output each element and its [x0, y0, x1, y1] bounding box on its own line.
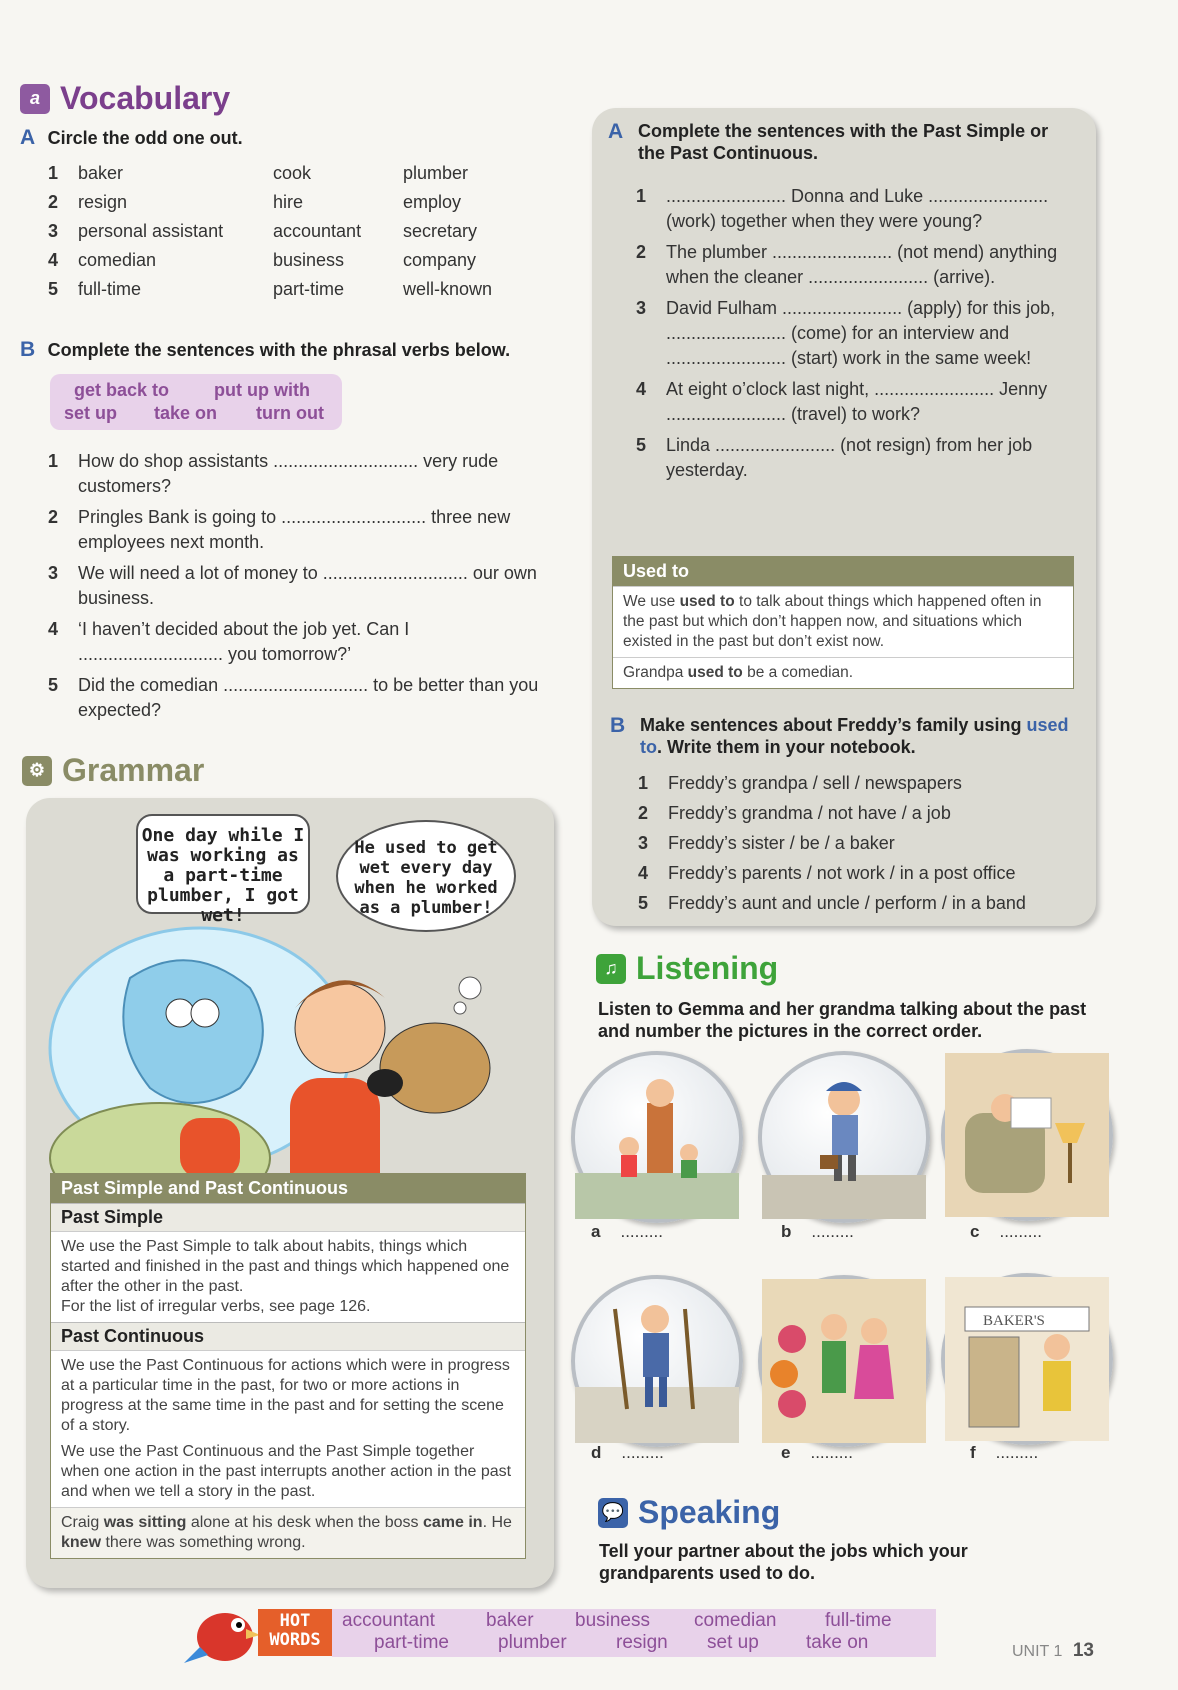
vocabulary-title: Vocabulary [60, 80, 231, 116]
example-text: alone at his desk when the boss [186, 1514, 423, 1531]
caption-letter: b [781, 1222, 792, 1241]
headphones-icon: ♫ [596, 954, 626, 984]
list-item [48, 217, 528, 246]
grandpa-reading-illustration [945, 1053, 1109, 1217]
vocabulary-heading [20, 80, 230, 117]
dog-nose [367, 1069, 403, 1097]
instruction-text: Complete the sentences with the Past Simple or the Past Continuous. [638, 121, 1049, 163]
used-to-rule [613, 586, 1073, 657]
phrasal-verb: get back to [74, 380, 170, 400]
list-item [48, 673, 553, 723]
exercise-letter: A [608, 120, 624, 143]
sentence[interactable]: The plumber ........................ (not mend) anything when the cleaner ........................ (arrive). [666, 242, 1058, 287]
word[interactable]: plumber [403, 163, 469, 183]
sentence[interactable]: Linda ........................ (not resign) from her job yesterday. [666, 435, 1033, 480]
caption-b [781, 1222, 854, 1242]
item-number: 4 [636, 379, 647, 399]
list-item [636, 296, 1066, 371]
list-item [638, 888, 1078, 918]
prompt[interactable]: Freddy’s sister / be / a baker [668, 833, 895, 853]
speech-icon: 💬 [598, 1498, 628, 1528]
list-item [638, 768, 1078, 798]
list-item [48, 188, 528, 217]
page-footer [1012, 1640, 1094, 1662]
word[interactable]: accountant [273, 221, 362, 241]
picture-a[interactable] [571, 1051, 743, 1223]
sentence[interactable]: ........................ Donna and Luke ........................ (work) together when they were young? [666, 186, 1049, 231]
list-item [636, 377, 1066, 427]
word[interactable]: hire [273, 192, 304, 212]
rule-text: We use the Past Simple to talk about habits, things which started and finished in the past and things which happened one after the other in the past. [61, 1238, 510, 1295]
phrasal-verb: put up with [214, 380, 310, 400]
tense-exercise-list [636, 184, 1066, 489]
prompt[interactable]: Freddy’s parents / not work / in a post office [668, 863, 1016, 883]
caption-d [591, 1443, 664, 1463]
item-number: 5 [638, 893, 649, 913]
man-sweeping-illustration [575, 1279, 739, 1443]
prompt[interactable]: Freddy’s grandpa / sell / newspapers [668, 773, 962, 793]
listening-instruction: Listen to Gemma and her grandma talking about the past and number the pictures in the correct order. [598, 999, 1087, 1041]
used-to-title: Used to [613, 557, 1073, 586]
hot-word: accountant [342, 1610, 435, 1631]
answer-blank[interactable]: ......... [620, 1222, 663, 1241]
rule-text: We use [623, 593, 680, 610]
word[interactable]: resign [78, 192, 128, 212]
phrasal-verb: take on [154, 403, 218, 423]
item-number: 5 [636, 435, 647, 455]
hot-word: resign [616, 1632, 668, 1653]
word[interactable]: part-time [273, 279, 345, 299]
item-number: 3 [636, 298, 647, 318]
right-a-instruction [608, 120, 1078, 164]
rule-text: For the list of irregular verbs, see page 126. [61, 1298, 371, 1315]
example-bold: used to [687, 664, 743, 681]
eye-icon [166, 999, 194, 1027]
speech-bubble-right [336, 820, 516, 932]
list-item [48, 159, 528, 188]
caption-letter: f [970, 1443, 976, 1462]
rule-text: to talk about things which happened often in the past but which don’t happen now, and situations which existed in the past but don’t exist now. [623, 593, 1042, 650]
shop-sign-text: BAKER'S [983, 1313, 1045, 1329]
answer-blank[interactable]: ......... [999, 1222, 1042, 1241]
list-item [636, 433, 1066, 483]
answer-blank[interactable]: ......... [811, 1222, 854, 1241]
item-number: 3 [48, 221, 59, 241]
past-simple-rule [51, 1231, 525, 1322]
item-number: 2 [48, 192, 59, 212]
grammar-panel [26, 798, 554, 1588]
boy-with-bag-illustration [762, 1055, 926, 1219]
word[interactable]: company [403, 250, 477, 270]
word[interactable]: well-known [403, 279, 493, 299]
used-to-table [612, 556, 1074, 689]
caption-letter: e [781, 1443, 791, 1462]
caption-a [591, 1222, 663, 1242]
list-item [638, 828, 1078, 858]
word[interactable]: baker [78, 163, 124, 183]
item-number: 4 [638, 863, 649, 883]
unit-label: UNIT 1 [1012, 1643, 1063, 1660]
word[interactable]: secretary [403, 221, 478, 241]
thought-bubble [459, 977, 481, 999]
right-b-instruction [610, 714, 1080, 758]
item-number: 2 [638, 803, 649, 823]
instruction-part: . Write them in your notebook. [657, 737, 916, 757]
example-bold: was sitting [103, 1514, 187, 1531]
flower-shop-illustration [762, 1279, 926, 1443]
listening-heading [596, 950, 778, 987]
grammar-example [51, 1507, 525, 1558]
page-number: 13 [1072, 1640, 1094, 1661]
picture-b[interactable] [758, 1051, 930, 1223]
caption-e [781, 1443, 853, 1463]
phrasal-exercise-list [48, 449, 553, 729]
list-item [48, 449, 553, 499]
example-text: there was something wrong. [101, 1534, 306, 1551]
vocab-b-instruction [20, 338, 510, 362]
exercise-letter: B [20, 338, 36, 361]
picture-f[interactable] [941, 1273, 1113, 1445]
sentence[interactable]: Did the comedian ............................. to be better than you expected? [78, 675, 539, 720]
instruction-text: Complete the sentences with the phrasal verbs below. [47, 340, 511, 360]
rule-text: We use the Past Continuous for actions which were in progress at a particular time in the past, for two or more actions in progress at the same time in the past and for setting the scene of a story. [61, 1357, 510, 1434]
sentence[interactable]: ‘I haven’t decided about the job yet. Can I ............................. you tomorrow?’ [78, 619, 410, 664]
prompt[interactable]: Freddy’s grandma / not have / a job [668, 803, 951, 823]
speaking-heading [598, 1494, 780, 1531]
example-text: . He [482, 1514, 512, 1531]
phrasal-verb: turn out [256, 403, 324, 423]
sentence[interactable]: How do shop assistants ............................. very rude customers? [78, 451, 499, 496]
item-number: 4 [48, 250, 59, 270]
list-item [48, 505, 553, 555]
sentence[interactable]: At eight o’clock last night, ........................ Jenny ........................ (travel) to work? [666, 379, 1048, 424]
caption-f [970, 1443, 1038, 1463]
hot-word: baker [486, 1610, 534, 1631]
list-item [638, 858, 1078, 888]
odd-one-out-list [48, 159, 528, 304]
instruction-text [640, 714, 1080, 758]
item-number: 1 [48, 163, 59, 183]
sentence[interactable]: We will need a lot of money to ............................. our own business. [78, 563, 537, 608]
pencil-icon: a [20, 84, 50, 114]
item-number: 5 [48, 279, 59, 299]
grammar-title: Grammar [62, 752, 205, 788]
prompt[interactable]: Freddy’s aunt and uncle / perform / in a band [668, 893, 1026, 913]
item-number: 2 [48, 507, 59, 527]
label-line: HOT [279, 1611, 311, 1631]
caption-letter: d [591, 1443, 602, 1462]
parrot-icon [180, 1597, 270, 1667]
example-bold: came in [422, 1514, 483, 1531]
instruction-highlight: used to [640, 715, 1069, 757]
speech-bubble-left [136, 814, 310, 926]
caption-c [970, 1222, 1042, 1242]
used-to-exercise-list [638, 768, 1078, 918]
label-line: WORDS [269, 1630, 321, 1650]
answer-blank[interactable]: ......... [810, 1443, 853, 1462]
rule-bold: used to [679, 593, 735, 610]
grammar-heading [22, 752, 204, 789]
exercise-letter: B [610, 714, 626, 737]
answer-blank[interactable]: ......... [621, 1443, 664, 1462]
picture-d[interactable] [571, 1275, 743, 1447]
hot-words-list [332, 1609, 936, 1657]
item-number: 4 [48, 619, 59, 639]
instruction-text: Circle the odd one out. [47, 128, 243, 148]
picture-c[interactable] [941, 1049, 1113, 1221]
plumber-arm [180, 1118, 240, 1178]
listening-title: Listening [636, 950, 779, 986]
list-item [48, 561, 553, 611]
item-number: 1 [48, 451, 59, 471]
used-to-example [613, 657, 1073, 688]
water-spray [123, 960, 263, 1103]
hot-word: take on [806, 1632, 869, 1653]
caption-letter: a [591, 1222, 601, 1241]
hot-word: business [575, 1610, 650, 1631]
dog-head [380, 1023, 490, 1113]
table-title: Past Simple and Past Continuous [51, 1174, 525, 1203]
past-continuous-title: Past Continuous [51, 1322, 525, 1350]
past-continuous-rule [51, 1350, 525, 1507]
list-item [636, 184, 1066, 234]
example-bold: knew [61, 1534, 102, 1551]
bubble-text: One day while I was working as a part-time plumber, I got wet! [141, 825, 305, 926]
answer-blank[interactable]: ......... [995, 1443, 1039, 1462]
speaking-instruction: Tell your partner about the jobs which your grandparents used to do. [599, 1541, 968, 1583]
caption-letter: c [970, 1222, 980, 1241]
item-number: 1 [638, 773, 649, 793]
hot-word: part-time [374, 1632, 449, 1653]
item-number: 3 [48, 563, 59, 583]
example-text: be a comedian. [742, 664, 854, 681]
hot-word: full-time [825, 1610, 892, 1631]
picture-e[interactable] [758, 1275, 930, 1447]
item-number: 3 [638, 833, 649, 853]
word[interactable]: business [273, 250, 345, 270]
word[interactable]: comedian [78, 250, 157, 270]
vocab-a-instruction [20, 126, 243, 150]
family-walk-illustration [575, 1055, 739, 1219]
eye-icon [191, 999, 219, 1027]
list-item [638, 798, 1078, 828]
item-number: 5 [48, 675, 59, 695]
hot-word: set up [707, 1632, 759, 1653]
hot-words-bar [180, 1605, 936, 1657]
bubble-text: He used to get wet every day when he worked as a plumber! [354, 838, 498, 918]
grammar-table [50, 1173, 526, 1559]
gear-icon: ⚙ [22, 756, 52, 786]
speaking-title: Speaking [638, 1494, 781, 1530]
phrasal-verb: set up [64, 403, 118, 423]
list-item [48, 275, 528, 304]
past-simple-title: Past Simple [51, 1203, 525, 1231]
exercise-letter: A [20, 126, 36, 149]
list-item [48, 617, 553, 667]
word[interactable]: full-time [78, 279, 142, 299]
item-number: 1 [636, 186, 647, 206]
word[interactable]: cook [273, 163, 312, 183]
list-item [48, 246, 528, 275]
rule-text: We use the Past Continuous and the Past Simple together when one action in the past interrupts another action in the past and when we tell a story in the past. [61, 1443, 512, 1500]
instruction-part: Make sentences about Freddy’s family using [640, 715, 1027, 735]
item-number: 2 [636, 242, 647, 262]
sentence[interactable]: Pringles Bank is going to ............................. three new employees next month. [78, 507, 511, 552]
list-item [636, 240, 1066, 290]
sentence[interactable]: David Fulham ........................ (apply) for this job, ........................ (come) for an interview and ........................ (start) work in the same week! [666, 298, 1056, 368]
phrasal-verbs-box [50, 374, 342, 430]
thought-bubble [454, 1002, 466, 1014]
bakers-shop-illustration [945, 1277, 1109, 1441]
hot-word: comedian [694, 1610, 777, 1631]
example-text: Grandpa [623, 664, 688, 681]
example-text: Craig [61, 1514, 104, 1531]
word[interactable]: personal assistant [78, 221, 224, 241]
hot-word: plumber [498, 1632, 567, 1653]
hot-words-label [258, 1609, 332, 1656]
word[interactable]: employ [403, 192, 462, 212]
exercises-panel [592, 108, 1096, 926]
